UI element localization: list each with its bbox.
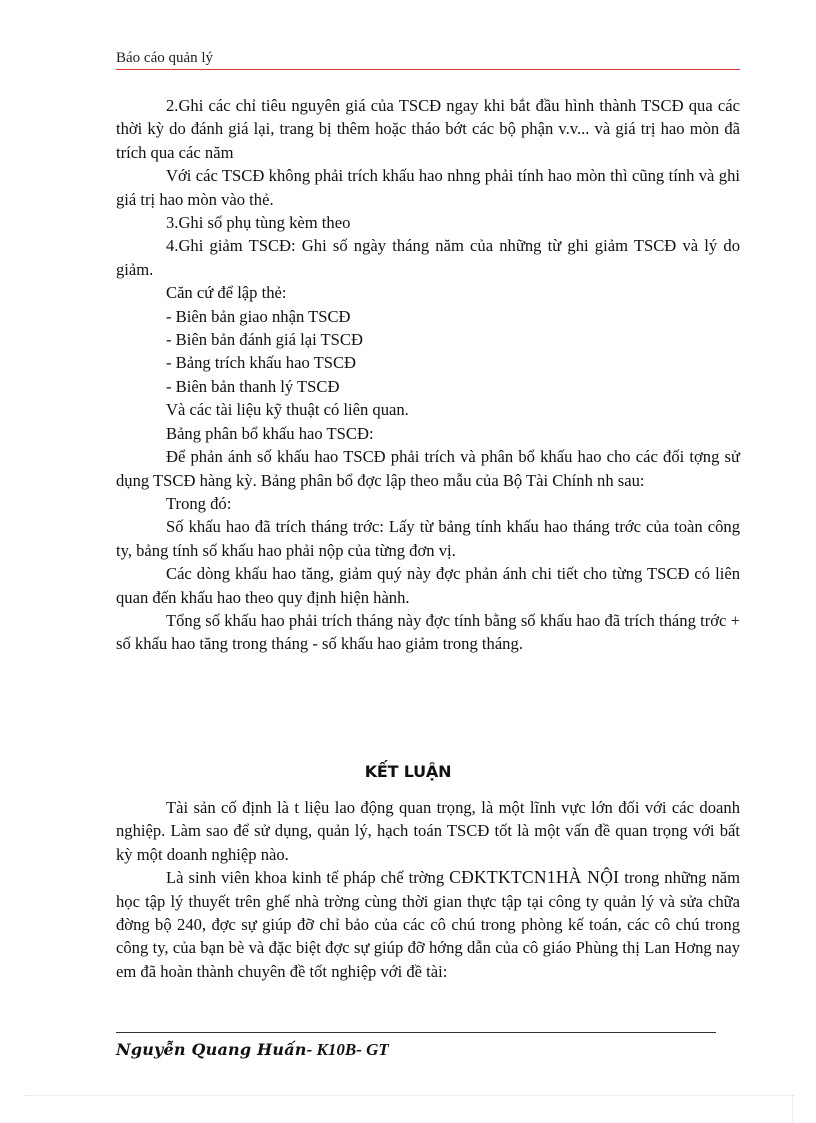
list-item: - Biên bản giao nhận TSCĐ: [166, 306, 351, 326]
paragraph: 3.Ghi số phụ tùng kèm theo: [166, 213, 351, 233]
paragraph: Căn cứ để lập thẻ:: [166, 283, 287, 303]
page-header: [116, 50, 740, 70]
paragraph: Các dòng khấu hao tăng, giảm quý này đợc phản ánh chi tiết cho từng TSCĐ có liên quan đến khấu hao theo quy định hiện hành.: [116, 564, 740, 607]
list-item: - Bảng trích khấu hao TSCĐ: [166, 353, 357, 373]
paragraph: Với các TSCĐ không phải trích khấu hao nhng phải tính hao mòn thì cũng tính và ghi giá trị hao mòn vào thẻ.: [116, 166, 740, 209]
paragraph: Trong đó:: [166, 493, 232, 513]
list-item: - Biên bản thanh lý TSCĐ: [166, 376, 340, 396]
body-section: [116, 94, 740, 656]
footer-divider: [116, 1032, 716, 1033]
page-border-corner: [792, 1095, 793, 1123]
author-class: - K10B- GT: [306, 1040, 389, 1059]
paragraph: Tổng số khấu hao phải trích tháng này đợc tính bằng số khấu hao đã trích tháng trớc + số khấu hao tăng trong tháng - số khấu hao giảm trong tháng.: [116, 610, 740, 654]
conclusion-section: [116, 796, 740, 983]
paragraph: [116, 866, 740, 983]
paragraph: Để phản ánh số khấu hao TSCĐ phải trích và phân bổ khấu hao cho các đối tợng sử dụng TSCĐ hàng kỳ. Bảng phân bổ đợc lập theo mẫu của Bộ Tài Chính nh sau:: [116, 447, 740, 490]
list-item: - Biên bản đánh giá lại TSCĐ: [166, 330, 363, 350]
paragraph-text: trong những năm học tập lý thuyết trên ghế nhà trờng cùng thời gian thực tập tại công ty quản lý và sửa chữa đờng bộ 240, đợc sự giúp đỡ chỉ bảo của các cô chú trong phòng kế toán, các cô chú trong công ty, của bạn bè và đặc biệt đợc sự giúp đỡ hớng dẫn của cô giáo Phùng thị Lan Hơng nay em đã hoàn thành chuyên đề tốt nghiệp với đề tài:: [116, 868, 741, 981]
paragraph-text: Là sinh viên khoa kinh tế pháp chế trờng: [166, 868, 445, 888]
paragraph: Số khấu hao đã trích tháng trớc: Lấy từ bảng tính khấu hao tháng trớc của toàn công ty, bảng tính số khấu hao phải nộp của từng đơn vị.: [116, 517, 740, 560]
page-border-bottom: [24, 1095, 794, 1096]
school-name: CĐKTKTCN1HÀ NỘI: [449, 867, 620, 888]
author-name: Nguyễn Quang Huấn: [116, 1040, 307, 1059]
header-title: Báo cáo quản lý: [116, 50, 214, 66]
paragraph: 2.Ghi các chỉ tiêu nguyên giá của TSCĐ ngay khi bắt đầu hình thành TSCĐ qua các thời kỳ do đánh giá lại, trang bị thêm hoặc tháo bớt các bộ phận v.v... và giá trị hao mòn đã trích qua các năm: [116, 96, 740, 162]
page-footer: [116, 1040, 389, 1060]
conclusion-title: KẾT LUẬN: [364, 762, 452, 781]
paragraph: 4.Ghi giảm TSCĐ: Ghi số ngày tháng năm của những từ ghi giảm TSCĐ và lý do giảm.: [116, 236, 740, 279]
paragraph: Và các tài liệu kỹ thuật có liên quan.: [166, 400, 409, 420]
paragraph: Tài sản cố định là t liệu lao động quan trọng, là một lĩnh vực lớn đối với các doanh nghiệp. Làm sao để sử dụng, quản lý, hạch toán TSCĐ tốt là một vấn đề quan trọng với bất kỳ một doanh nghiệp nào.: [116, 798, 740, 864]
paragraph: Bảng phân bổ khấu hao TSCĐ:: [166, 423, 374, 443]
